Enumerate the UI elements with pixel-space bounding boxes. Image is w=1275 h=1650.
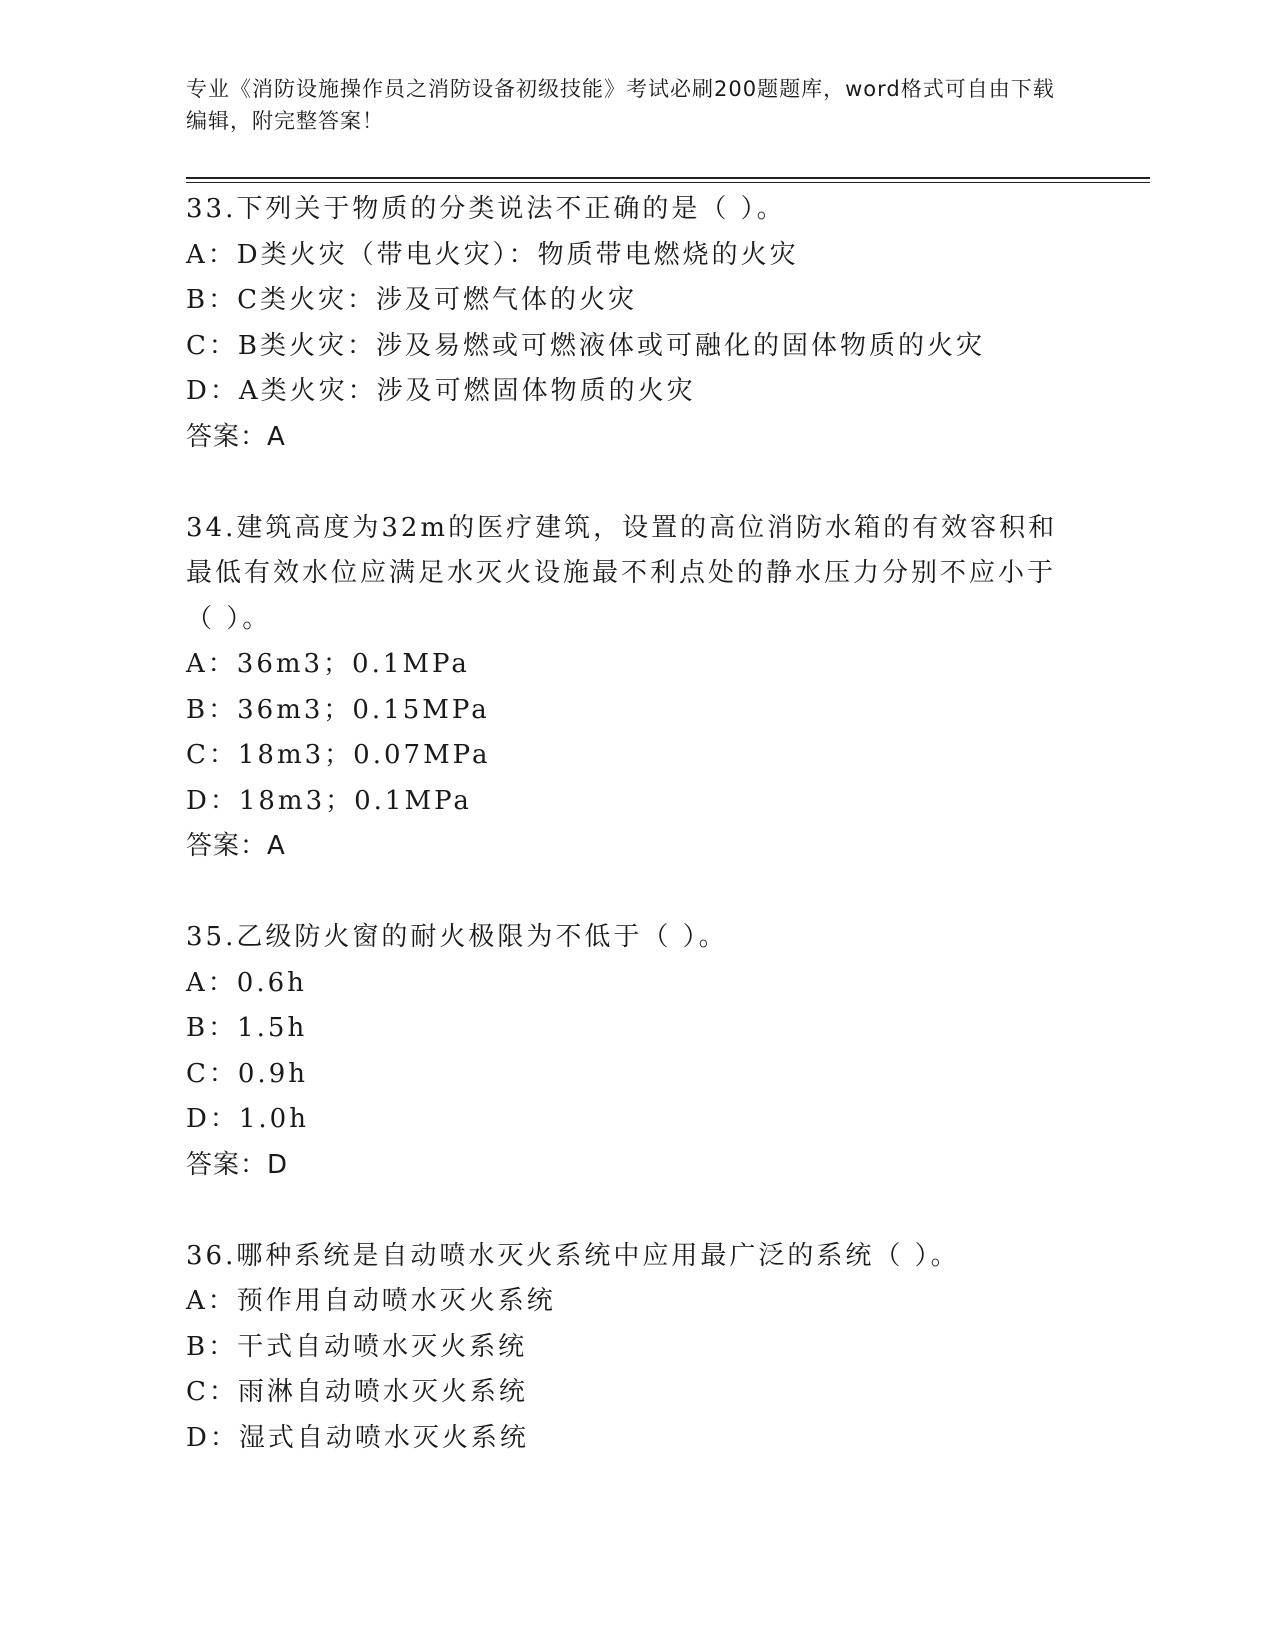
document-header: 专业《消防设施操作员之消防设备初级技能》考试必刷200题题库，word格式可自由下载编辑，附完整答案！ [186,77,1055,133]
option-d: D：18m3；0.1MPa [186,785,472,816]
option-d: D：1.0h [186,1104,309,1134]
answer-line: 答案：A [186,831,286,861]
option-a: A：预作用自动喷水灭火系统 [186,1286,556,1316]
answer-line: 答案：A [186,421,286,452]
spacer [186,1188,1086,1234]
header-divider-thick [186,177,1150,179]
question-list [186,187,1086,1461]
question-stem: 34.建筑高度为32m的医疗建筑，设置的高位消防水箱的有效容积和最低有效水位应满足水灭火设施最不利点处的静水压力分别不应小于（ ）。 [186,512,1058,634]
question-block [186,506,1086,870]
option-b: B：36m3；0.15MPa [186,694,490,725]
question-block [186,1234,1086,1462]
option-a: A：D类火灾（带电火灾）：物质带电燃烧的火灾 [186,239,799,270]
question-block [186,915,1086,1188]
option-a: A：0.6h [186,967,307,998]
header-divider-thin [186,182,1150,183]
question-stem: 36.哪种系统是自动喷水灭火系统中应用最广泛的系统（ ）。 [186,1240,960,1271]
spacer [186,870,1086,916]
option-b: B：1.5h [186,1013,308,1043]
spacer [186,460,1086,506]
question-stem: 33.下列关于物质的分类说法不正确的是（ ）。 [186,194,786,224]
option-c: C：18m3；0.07MPa [186,740,491,770]
answer-line: 答案：D [186,1149,289,1180]
option-c: C：0.9h [186,1058,308,1089]
question-stem: 35.乙级防火窗的耐火极限为不低于（ ）。 [186,922,728,952]
option-c: C：B类火灾：涉及易燃或可燃液体或可融化的固体物质的火灾 [186,330,986,361]
question-block [186,187,1086,460]
option-d: D：湿式自动喷水灭火系统 [186,1422,529,1453]
option-b: B：干式自动喷水灭火系统 [186,1331,528,1362]
option-a: A：36m3；0.1MPa [186,649,470,679]
option-b: B：C类火灾：涉及可燃气体的火灾 [186,285,638,315]
option-d: D：A类火灾：涉及可燃固体物质的火灾 [186,376,696,406]
option-c: C：雨淋自动喷水灭火系统 [186,1377,528,1407]
